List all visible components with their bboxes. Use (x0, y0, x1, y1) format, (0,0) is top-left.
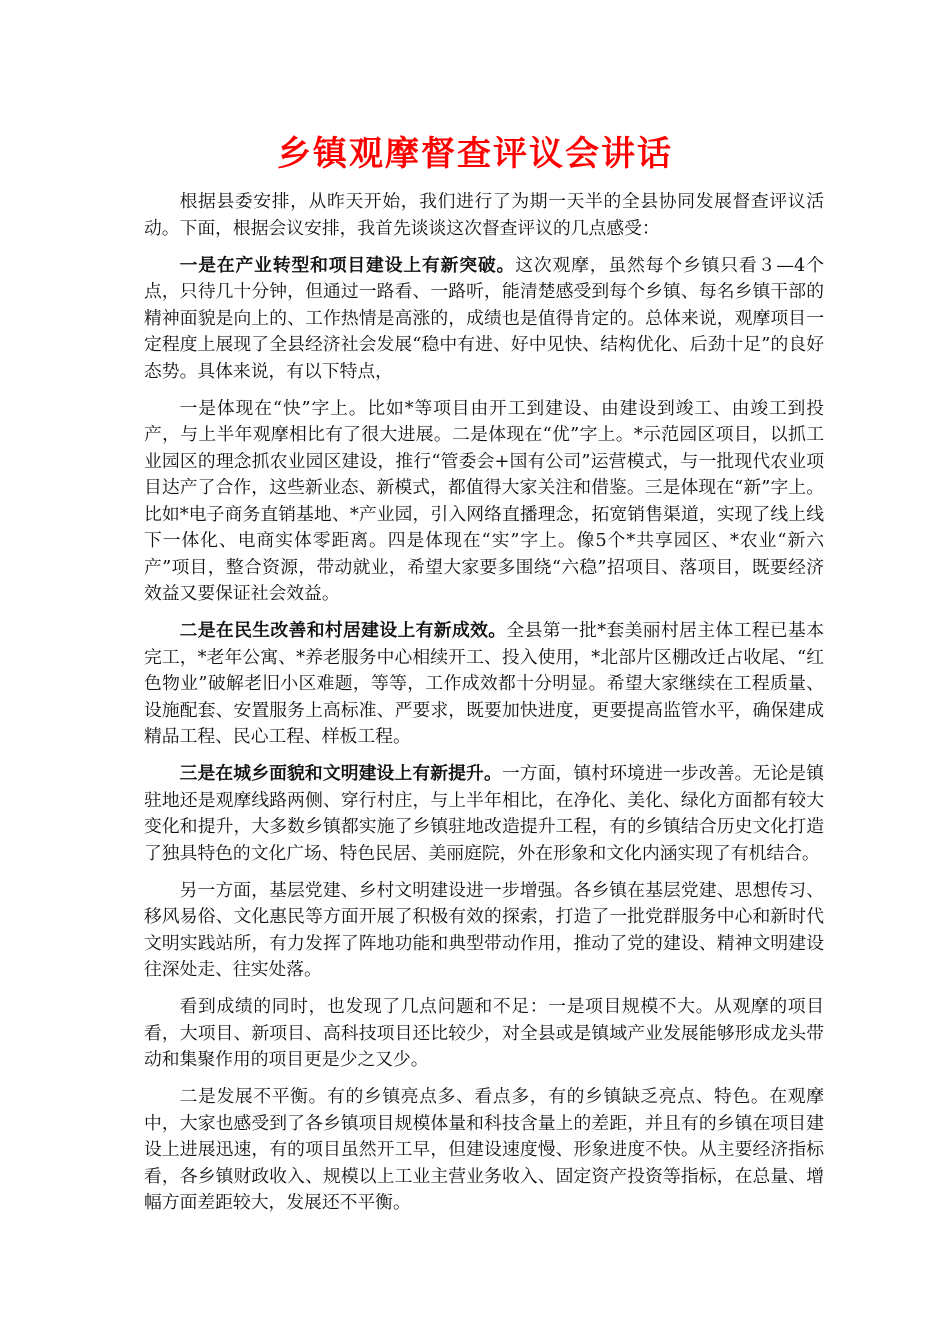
paragraph (144, 1084, 824, 1217)
paragraph-text: 一是体现在“快”字上。比如*等项目由开工到建设、由建设到竣工、由竣工到投产，与上半年观摩相比有了很大进展。二是体现在“优”字上。*示范园区项目，以抓工业园区的理念抓农业园区建设，推行“管委会+国有公司”运营模式，与一批现代农业项目达产了合作，这些新业态、新模式，都值得大家关注和借鉴。三是体现在“新”字上。比如*电子商务直销基地、*产业园，引入网络直播理念，拓宽销售渠道，实现了线上线下一体化、电商实体零距离。四是体现在“实”字上。像5个*共享园区、*农业“新六产”项目，整合资源，带动就业，希望大家要多围绕“六稳”招项目、落项目，既要经济效益又要保证社会效益。 (144, 397, 824, 604)
paragraph (144, 618, 824, 751)
paragraph-lead: 一是在产业转型和项目建设上有新突破。 (179, 254, 516, 276)
paragraph (144, 253, 824, 386)
paragraph-text: 看到成绩的同时，也发现了几点问题和不足：一是项目规模不大。从观摩的项目看，大项目、新项目、高科技项目还比较少，对全县或是镇域产业发展能够形成龙头带动和集聚作用的项目更是少之又少。 (144, 996, 824, 1070)
paragraph (144, 878, 824, 984)
paragraph-lead: 三是在城乡面貌和文明建设上有新提升。 (179, 763, 502, 784)
paragraph-text: 根据县委安排，从昨天开始，我们进行了为期一天半的全县协同发展督查评议活动。下面，根据会议安排，我首先谈谈这次督查评议的几点感受： (144, 191, 824, 239)
paragraph (144, 761, 824, 867)
paragraph-text: 这次观摩，虽然每个乡镇只看３—4个点，只待几十分钟，但通过一路看、一路听，能清楚感受到每个乡镇、每名乡镇干部的精神面貌是向上的、工作热情是高涨的，成绩也是值得肯定的。总体来说，观摩项目一定程度上展现了全县经济社会发展“稳中有进、好中见快、结构优化、后劲十足”的良好态势。具体来说，有以下特点， (144, 254, 824, 382)
paragraph-text: 二是发展不平衡。有的乡镇亮点多、看点多，有的乡镇缺乏亮点、特色。在观摩中，大家也感受到了各乡镇项目规模体量和科技含量上的差距，并且有的乡镇在项目建设上进展迅速，有的项目虽然开工早，但建设速度慢、形象进度不快。从主要经济指标看，各乡镇财政收入、规模以上工业主营业务收入、固定资产投资等指标，在总量、增幅方面差距较大，发展还不平衡。 (144, 1086, 824, 1213)
document-body (144, 189, 824, 1227)
paragraph-text: 全县第一批*套美丽村居主体工程已基本完工，*老年公寓、*养老服务中心相续开工、投入使用，*北部片区棚改迁占收尾、“红色物业”破解老旧小区难题，等等，工作成效都十分明显。希望大家继续在工程质量、设施配套、安置服务上高标准、严要求，既要加快进度，更要提高监管水平，确保建成精品工程、民心工程、样板工程。 (144, 620, 824, 747)
paragraph-lead: 二是在民生改善和村居建设上有新成效。 (179, 620, 507, 641)
paragraph (144, 396, 824, 608)
paragraph-text: 另一方面，基层党建、乡村文明建设进一步增强。各乡镇在基层党建、思想传习、移风易俗、文化惠民等方面开展了积极有效的探索，打造了一批党群服务中心和新时代文明实践站所，有力发挥了阵地功能和典型带动作用，推动了党的建设、精神文明建设往深处走、往实处落。 (144, 879, 824, 980)
document-title: 乡镇观摩督查评议会讲话 (277, 134, 673, 174)
paragraph (144, 189, 824, 242)
paragraph-text: 一方面，镇村环境进一步改善。无论是镇驻地还是观摩线路两侧、穿行村庄，与上半年相比，在净化、美化、绿化方面都有较大变化和提升，大多数乡镇都实施了乡镇驻地改造提升工程，有的乡镇结合历史文化打造了独具特色的文化广场、特色民居、美丽庭院，外在形象和文化内涵实现了有机结合。 (144, 763, 824, 864)
paragraph (144, 994, 824, 1074)
